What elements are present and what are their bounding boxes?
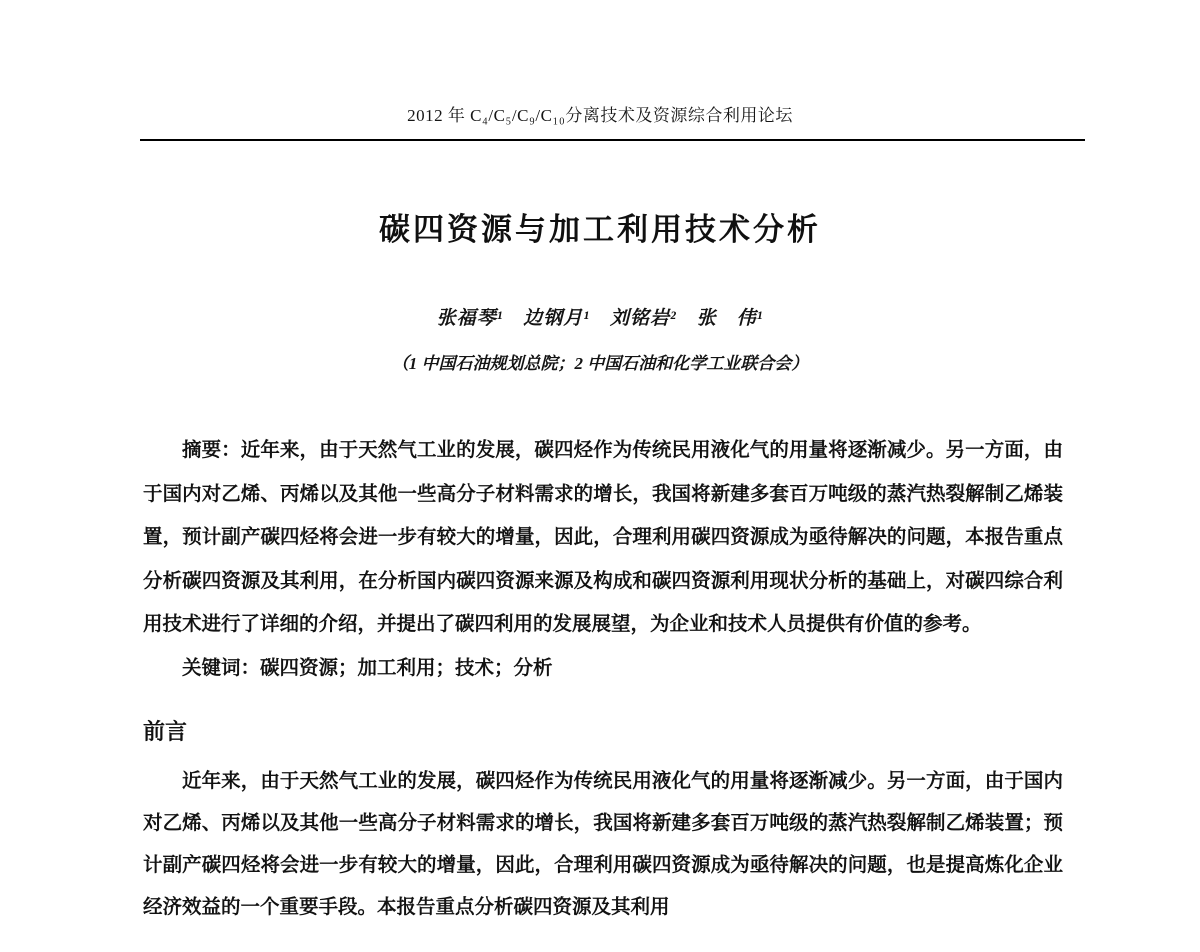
keywords-label: 关键词： (182, 656, 261, 679)
conference-header: 2012 年 C₄/C₅/C₉/C₁₀分离技术及资源综合利用论坛 (407, 106, 793, 125)
keywords-line (143, 647, 1063, 691)
authors-line: 张福琴¹ 边钢月¹ 刘铭岩² 张 伟¹ (436, 308, 764, 329)
paper-title: 碳四资源与加工利用技术分析 (379, 212, 821, 247)
foreword-text: 近年来，由于天然气工业的发展，碳四烃作为传统民用液化气的用量将逐渐减少。另一方面，由于国内对乙烯、丙烯以及其他一些高分子材料需求的增长，我国将新建多套百万吨级的蒸汽热裂解制乙烯装置；预计副产碳四烃将会进一步有较大的增量，因此，合理利用碳四资源成为亟待解决的问题，也是提高炼化企业经济效益的一个重要手段。本报告重点分析碳四资源及其利用 (143, 770, 1063, 918)
header-divider-rule (140, 139, 1085, 141)
abstract-paragraph (143, 429, 1063, 647)
abstract-label: 摘要： (182, 439, 241, 461)
foreword-paragraph (143, 760, 1063, 928)
keywords-text: 碳四资源；加工利用；技术；分析 (260, 656, 553, 679)
abstract-text: 近年来，由于天然气工业的发展，碳四烃作为传统民用液化气的用量将逐渐减少。另一方面，由于国内对乙烯、丙烯以及其他一些高分子材料需求的增长，我国将新建多套百万吨级的蒸汽热裂解制乙烯装置，预计副产碳四烃将会进一步有较大的增量，因此，合理利用碳四资源成为亟待解决的问题，本报告重点分析碳四资源及其利用，在分析国内碳四资源来源及构成和碳四资源利用现状分析的基础上，对碳四综合利用技术进行了详细的介绍，并提出了碳四利用的发展展望，为企业和技术人员提供有价值的参考。 (143, 439, 1063, 635)
section-heading-foreword: 前言 (143, 719, 188, 744)
affiliation-line: （1 中国石油规划总院；2 中国石油和化学工业联合会） (391, 354, 809, 373)
